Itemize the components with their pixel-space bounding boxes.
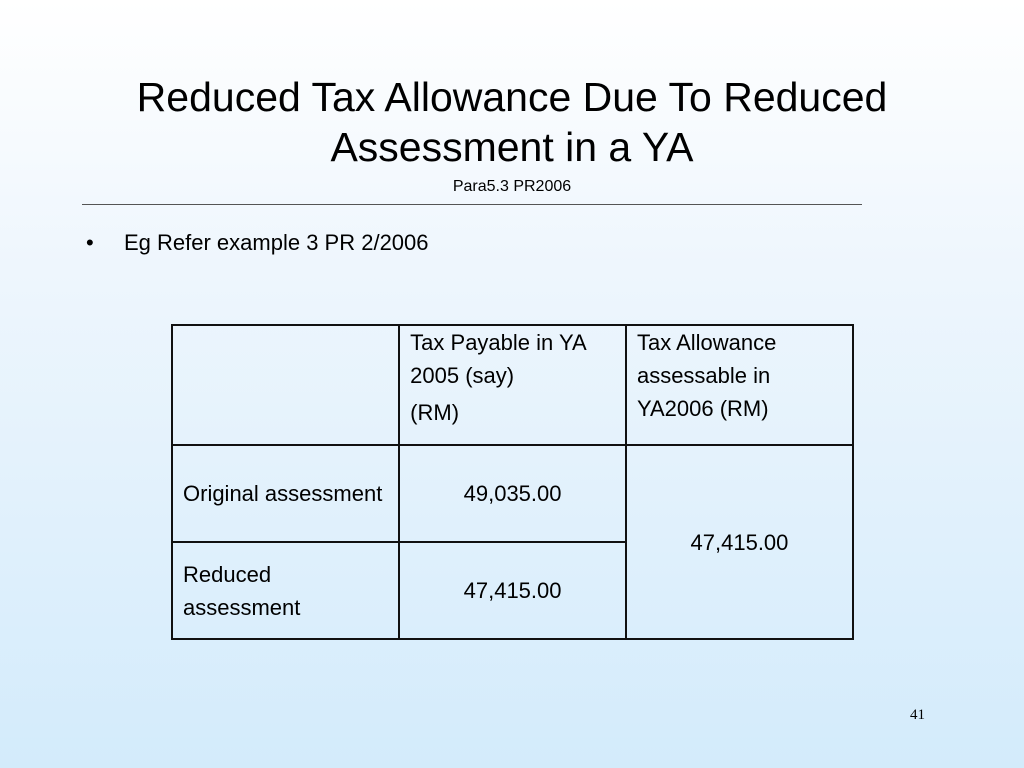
slide-title-line-1: Reduced Tax Allowance Due To Reduced: [136, 74, 888, 120]
tax-table: [171, 324, 854, 640]
bullet-item: [86, 228, 429, 258]
slide-number: 41: [910, 707, 925, 723]
header-cell-tax-allowance: Tax Allowance assessable in YA2006 (RM): [626, 325, 853, 445]
header-tax-payable-line-1: Tax Payable in YA 2005 (say): [410, 330, 586, 388]
row-value-original-tax-payable: 49,035.00: [399, 445, 626, 542]
header-cell-empty: [172, 325, 399, 445]
slide-title: [0, 72, 1024, 172]
slide-title-line-2: Assessment in a YA: [330, 124, 694, 170]
row-label-reduced: Reduced assessment: [172, 542, 399, 639]
title-divider: [82, 204, 862, 205]
bullet-text: Eg Refer example 3 PR 2/2006: [124, 230, 429, 255]
table-header-row: [172, 325, 853, 445]
row-label-original: Original assessment: [172, 445, 399, 542]
table-row: [172, 445, 853, 542]
slide-subtitle: Para5.3 PR2006: [452, 178, 572, 195]
bullet-icon: •: [86, 230, 94, 255]
merged-tax-allowance-cell: 47,415.00: [626, 445, 853, 639]
header-cell-tax-payable: [399, 325, 626, 445]
header-tax-payable-line-2: (RM): [410, 400, 460, 425]
row-value-reduced-tax-payable: 47,415.00: [399, 542, 626, 639]
